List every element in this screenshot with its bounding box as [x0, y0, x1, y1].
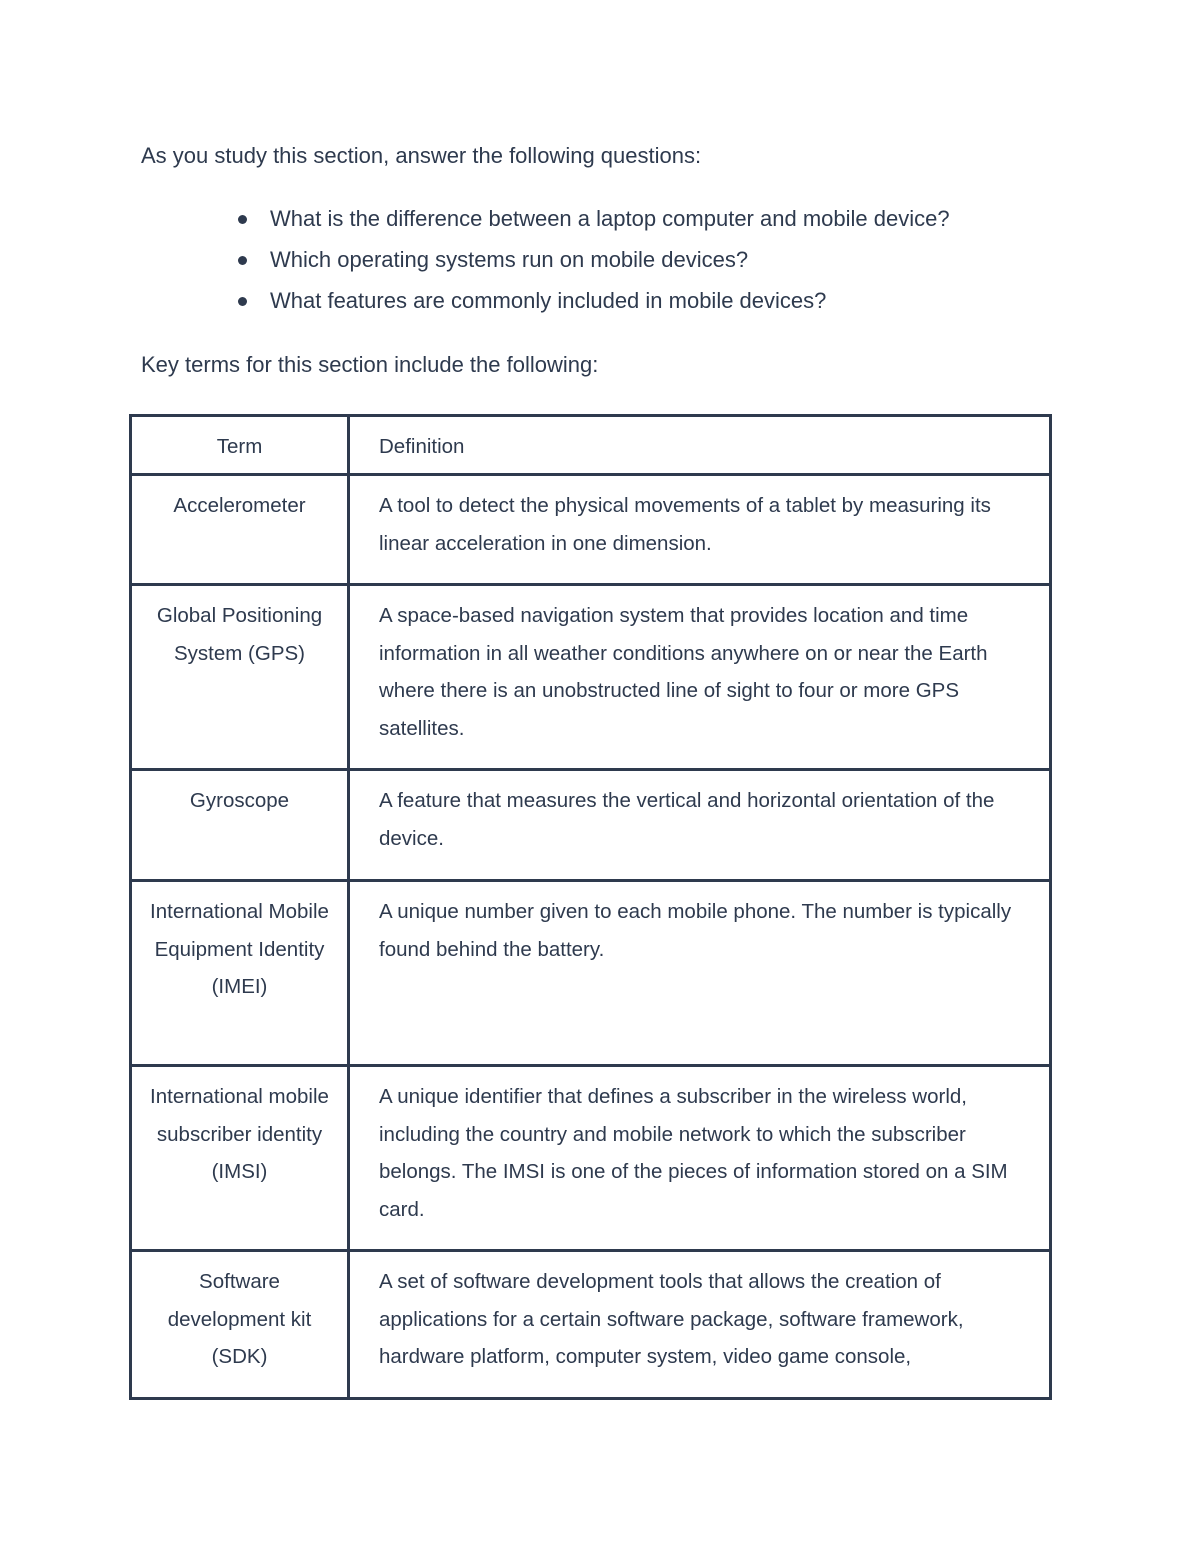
term-cell: Accelerometer — [131, 475, 349, 585]
term-cell: International mobile subscriber identity (IMSI) — [131, 1066, 349, 1251]
table-row — [131, 1066, 1051, 1251]
term-cell: Global Positioning System (GPS) — [131, 585, 349, 770]
definition-cell: A set of software development tools that allows the creation of applications for a certain software package, software framework, hardware platform, computer system, video game console, — [349, 1251, 1051, 1399]
definition-cell: A feature that measures the vertical and horizontal orientation of the device. — [349, 770, 1051, 881]
table-row — [131, 881, 1051, 1066]
term-cell: Software development kit (SDK) — [131, 1251, 349, 1399]
term-cell: International Mobile Equipment Identity (IMEI) — [131, 881, 349, 1066]
table-header-row — [131, 416, 1051, 475]
term-header: Term — [131, 416, 349, 475]
definition-cell: A tool to detect the physical movements of a tablet by measuring its linear acceleration in one dimension. — [349, 475, 1051, 585]
bullet-icon — [238, 297, 247, 306]
key-terms-intro: Key terms for this section include the following: — [141, 352, 599, 377]
term-cell: Gyroscope — [131, 770, 349, 881]
question-item — [270, 286, 950, 327]
question-item — [270, 204, 950, 245]
question-text: Which operating systems run on mobile devices? — [270, 247, 749, 272]
bullet-icon — [238, 256, 247, 265]
bullet-icon — [238, 215, 247, 224]
table-row — [131, 585, 1051, 770]
definition-cell: A space-based navigation system that provides location and time information in all weather conditions anywhere on or near the Earth where there is an unobstructed line of sight to four or more GPS satellites. — [349, 585, 1051, 770]
table-row — [131, 475, 1051, 585]
key-terms-table — [129, 414, 1052, 1400]
questions-list — [270, 204, 950, 327]
table-row — [131, 770, 1051, 881]
definition-header: Definition — [349, 416, 1051, 475]
definition-cell: A unique identifier that defines a subscriber in the wireless world, including the country and mobile network to which the subscriber belongs. The IMSI is one of the pieces of information stored on a SIM card. — [349, 1066, 1051, 1251]
question-text: What features are commonly included in mobile devices? — [270, 288, 827, 313]
table-row — [131, 1251, 1051, 1399]
intro-text: As you study this section, answer the following questions: — [141, 143, 702, 168]
definition-cell: A unique number given to each mobile phone. The number is typically found behind the battery. — [349, 881, 1051, 1066]
question-text: What is the difference between a laptop computer and mobile device? — [270, 206, 950, 231]
question-item — [270, 245, 950, 286]
